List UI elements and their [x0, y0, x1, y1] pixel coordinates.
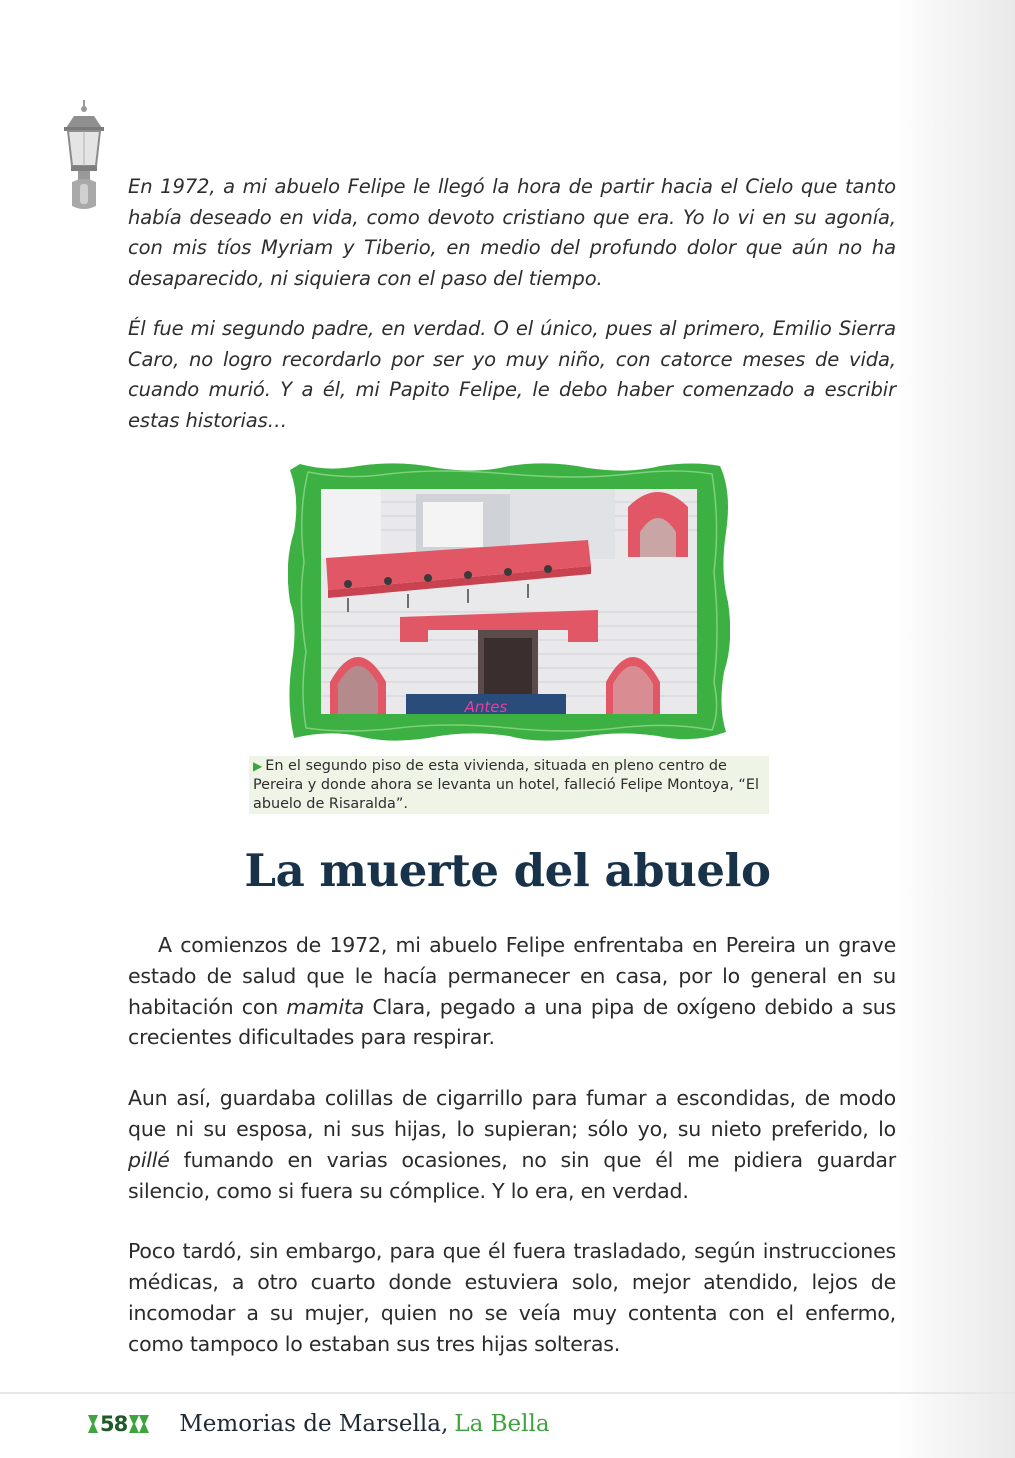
page-footer: [88, 1404, 550, 1444]
text-run: fumando en varias ocasiones, no sin que él me pidiera guardar silencio, como si fuera su cómplice. Y lo era, en verdad.: [128, 1147, 896, 1203]
intro-paragraph: En 1972, a mi abuelo Felipe le llegó la hora de partir hacia el Cielo que tanto había deseado en vida, como devoto cristiano que era. Yo lo vi en su agonía, con mis tíos Myriam y Tiberio, en medio del profundo dolor que aún no ha desaparecido, ni siquiera con el paso del tiempo.: [128, 175, 896, 290]
body-paragraph: Poco tardó, sin embargo, para que él fuera trasladado, según instrucciones médicas, a otro cuarto donde estuviera solo, mejor atendido, lejos de incomodar a su mujer, quien no se veía muy contenta con el enfermo, como tampoco lo estaban sus tres hijas solteras.: [128, 1239, 896, 1356]
body-paragraph: [128, 1083, 896, 1206]
emphasis-run: pillé: [128, 1147, 170, 1172]
page-number-block: [88, 1412, 149, 1436]
building-photo: [288, 462, 730, 742]
text-run: A comienzos de 1972, mi abuelo Felipe enfrentaba en Pereira un grave estado de salud que le hacía permanecer en casa, por lo general en su habitación con: [128, 933, 896, 1019]
body-paragraph: [128, 930, 896, 1053]
hourglass-ornament-icon: [129, 1415, 139, 1433]
intro-paragraph: Él fue mi segundo padre, en verdad. O el único, pues al primero, Emilio Sierra Caro, no logro recordarlo por ser yo muy niño, con catorce meses de vida, cuando murió. Y a él, mi Papito Felipe, le debo haber comenzado a escribir estas historias…: [128, 317, 896, 432]
page-number: 58: [100, 1412, 128, 1436]
sign-text: Antes: [464, 698, 508, 716]
text-run: Clara, pegado a una pipa de oxígeno debido a sus crecientes dificultades para respirar.: [128, 994, 896, 1050]
footer-divider: [0, 1392, 1015, 1394]
hourglass-ornament-icon: [139, 1415, 149, 1433]
caption-text: En el segundo piso de esta vivienda, situada en pleno centro de Pereira y donde ahora se levanta un hotel, falleció Felipe Montoya, “El abuelo de Risaralda”.: [253, 758, 759, 812]
emphasis-run: mamita: [286, 994, 365, 1019]
caption-arrow-icon: ▶: [253, 759, 263, 773]
intro-block: [128, 172, 896, 456]
hourglass-ornament-icon: [88, 1415, 98, 1433]
section-body: [128, 930, 896, 1390]
street-lamp-icon: [58, 100, 110, 216]
text-run: Aun así, guardaba colillas de cigarrillo para fumar a escondidas, de modo que ni su esposa, ni sus hijas, lo supieran; sólo yo, su nieto preferido, lo: [128, 1086, 896, 1141]
book-title: Memorias de Marsella,: [179, 1411, 449, 1437]
photo-caption: [249, 756, 769, 814]
book-subtitle: La Bella: [454, 1411, 550, 1437]
section-title: La muerte del abuelo: [244, 844, 771, 897]
